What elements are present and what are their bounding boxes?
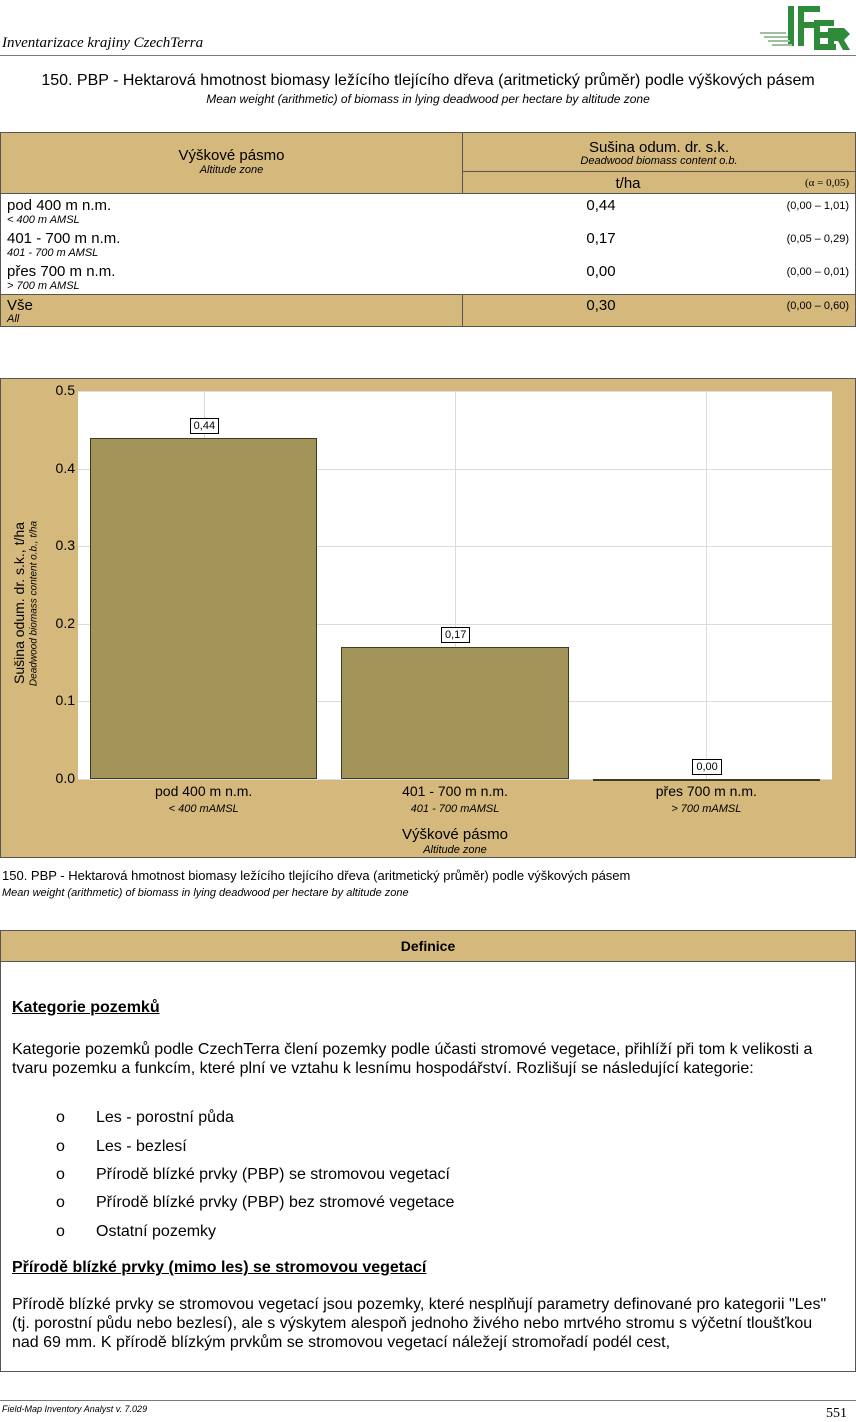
ifer-logo	[758, 2, 852, 54]
row-label: přes 700 m n.m.	[7, 263, 116, 280]
total-label-en: All	[7, 313, 20, 325]
x-tick-label: pod 400 m n.m.	[155, 783, 253, 799]
x-tick-label-en: 401 - 700 mAMSL	[410, 803, 500, 815]
row-value: 0,17	[586, 230, 616, 247]
y-axis-label-en: Deadwood biomass content o.b., t/ha	[28, 520, 40, 687]
definition-heading: Kategorie pozemků	[12, 999, 160, 1016]
header-divider	[0, 55, 856, 56]
results-table	[0, 132, 856, 327]
gridline-vertical	[706, 391, 707, 779]
row-label-en: < 400 m AMSL	[7, 214, 80, 226]
report-title: 150. PBP - Hektarová hmotnost biomasy ležícího tlejícího dřeva (aritmetický průměr) podle výškových pásem	[41, 72, 815, 89]
row-value: 0,00	[586, 263, 616, 280]
row-label-en: 401 - 700 m AMSL	[7, 247, 99, 259]
y-tick-label: 0.1	[55, 692, 75, 709]
total-value: 0,30	[586, 297, 616, 314]
table-row	[1, 261, 855, 294]
x-axis-label: Výškové pásmo	[402, 826, 508, 843]
row-label: pod 400 m n.m.	[7, 197, 112, 214]
x-tick-label-en: > 700 mAMSL	[671, 803, 742, 815]
unit-label: t/ha	[615, 175, 641, 192]
list-item-text: Les - porostní půda	[96, 1109, 234, 1126]
bar-chart	[0, 378, 856, 858]
list-item	[1, 1223, 855, 1243]
table-row	[1, 228, 855, 261]
list-bullet: o	[56, 1109, 65, 1126]
x-axis-label-en: Altitude zone	[423, 844, 487, 856]
y-tick-label: 0.4	[55, 459, 75, 476]
bar-value-label: 0,44	[190, 418, 219, 434]
page-number: 551	[826, 1406, 847, 1421]
definition-paragraph: Kategorie pozemků podle CzechTerra člení pozemky podle účasti stromové vegetace, přihlíží při tom k velikosti a tvaru pozemku a funkcím, které plní ve vztahu k lesnímu hospodářství. Rozlišují se následující kategorie:	[12, 1041, 813, 1077]
header-divider-horizontal	[462, 171, 855, 172]
definition-paragraph: Přírodě blízké prvky se stromovou vegetací jsou pozemky, které nesplňují parametry definované pro kategorii "Les" (tj. porostní půdu nebo bezlesí), ale s výskytem alespoň jednoho živého nebo mrtvého stromu s výčetní tloušťkou nad 69 mm. K přírodě blízkým prvkům se stromovou vegetací náležejí stromořadí podél cest,	[12, 1296, 827, 1351]
total-label: Vše	[7, 297, 33, 314]
col-altitude-header-en: Altitude zone	[199, 164, 264, 176]
list-bullet: o	[56, 1138, 65, 1155]
y-tick-label: 0.0	[55, 770, 75, 786]
definitions-panel	[0, 930, 856, 1372]
definition-heading: Přírodě blízké prvky (mimo les) se stromovou vegetací	[12, 1259, 427, 1276]
x-tick-label: 401 - 700 m n.m.	[402, 783, 508, 799]
plot-area	[78, 391, 832, 779]
total-ci: (0,00 – 0,60)	[786, 300, 849, 312]
footer-software: Field-Map Inventory Analyst v. 7.029	[2, 1404, 148, 1414]
bar-value-label: 0,17	[441, 627, 470, 643]
list-item-text: Přírodě blízké prvky (PBP) se stromovou vegetací	[96, 1166, 450, 1183]
bar	[341, 647, 568, 779]
y-tick-label: 0.3	[55, 537, 75, 554]
bar	[90, 438, 317, 779]
bar-value-label: 0,00	[692, 759, 721, 775]
document-header-title: Inventarizace krajiny CzechTerra	[2, 35, 204, 51]
table-row	[1, 195, 855, 228]
chart-caption-en: Mean weight (arithmetic) of biomass in lying deadwood per hectare by altitude zone	[2, 887, 409, 899]
list-item-text: Přírodě blízké prvky (PBP) bez stromové vegetace	[96, 1194, 455, 1211]
y-axis-title	[1, 465, 41, 765]
row-label: 401 - 700 m n.m.	[7, 230, 121, 247]
chart-caption: 150. PBP - Hektarová hmotnost biomasy ležícího tlejícího dřeva (aritmetický průměr) podle výškových pásem	[2, 868, 631, 883]
list-item	[1, 1166, 855, 1186]
col-biomass-header-en: Deadwood biomass content o.b.	[580, 155, 738, 167]
list-item-text: Ostatní pozemky	[96, 1223, 217, 1240]
y-tick-label: 0.5	[55, 382, 75, 398]
row-label-en: > 700 m AMSL	[7, 280, 80, 292]
list-item-text: Les - bezlesí	[96, 1138, 187, 1155]
col-altitude-header: Výškové pásmo	[178, 147, 285, 164]
row-ci: (0,00 – 0,01)	[786, 266, 849, 278]
y-axis	[45, 379, 75, 799]
alpha-label: (α = 0,05)	[804, 177, 849, 189]
report-subtitle: Mean weight (arithmetic) of biomass in lying deadwood per hectare by altitude zone	[206, 92, 650, 106]
x-axis	[78, 781, 832, 821]
footer-divider	[0, 1400, 856, 1401]
x-tick-label-en: < 400 mAMSL	[168, 803, 239, 815]
total-divider	[462, 295, 463, 327]
y-tick-label: 0.2	[55, 614, 75, 631]
list-bullet: o	[56, 1194, 65, 1211]
row-value: 0,44	[586, 197, 616, 214]
y-axis-label: Sušina odum. dr. s.k., t/ha	[11, 522, 27, 684]
row-ci: (0,00 – 1,01)	[786, 200, 849, 212]
row-ci: (0,05 – 0,29)	[786, 233, 849, 245]
list-item	[1, 1138, 855, 1158]
table-body	[1, 195, 855, 294]
table-total-row	[1, 294, 855, 326]
list-item	[1, 1109, 855, 1129]
col-biomass-header: Sušina odum. dr. s.k.	[588, 139, 730, 156]
list-item	[1, 1194, 855, 1214]
list-bullet: o	[56, 1223, 65, 1240]
list-bullet: o	[56, 1166, 65, 1183]
x-tick-label: přes 700 m n.m.	[655, 783, 757, 799]
definitions-header: Definice	[1, 931, 855, 962]
